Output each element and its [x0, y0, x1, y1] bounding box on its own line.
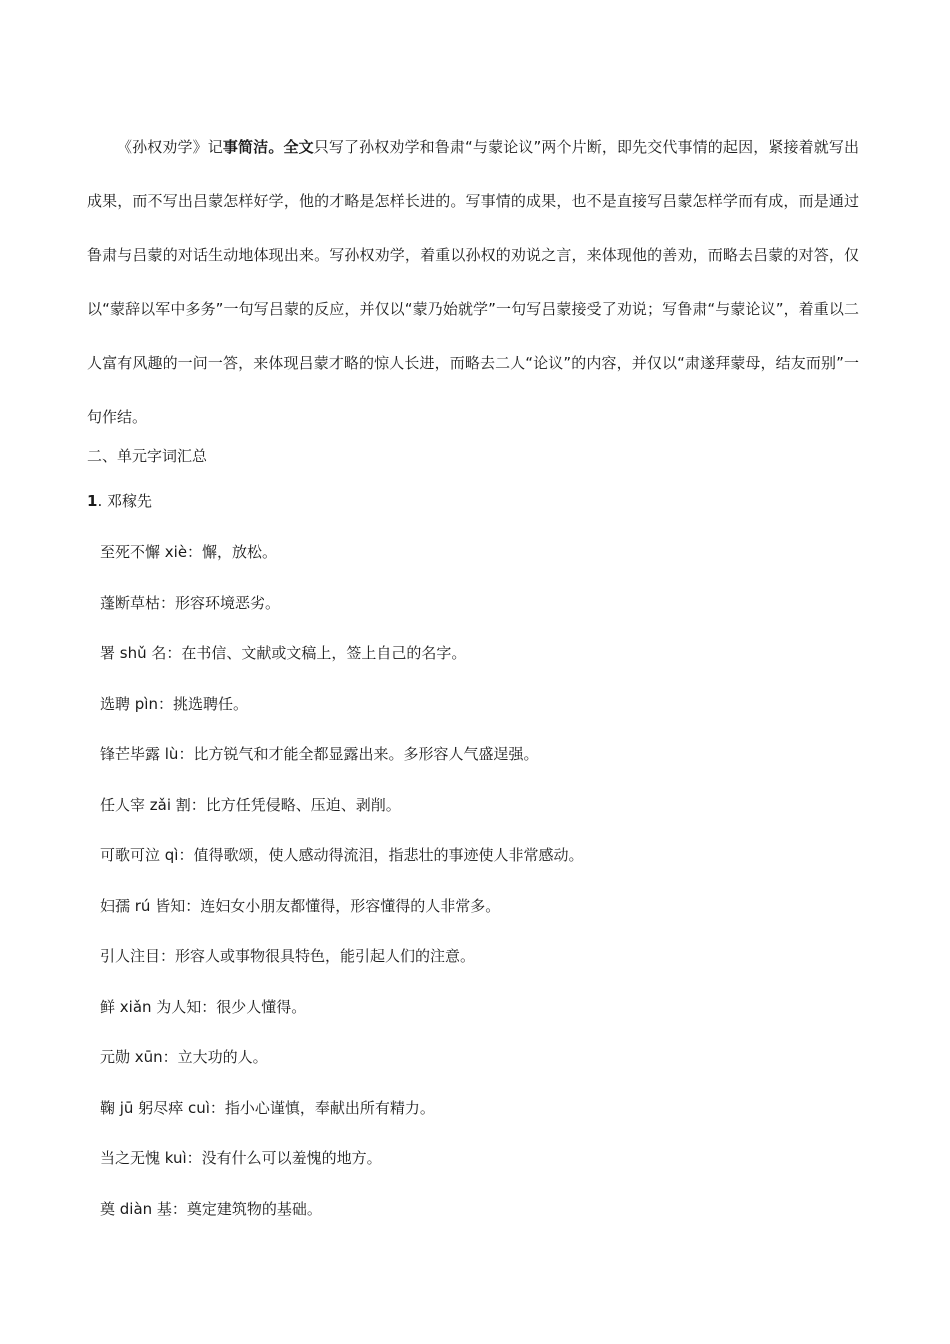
vocab-entry: 引人注目：形容人或事物很具特色，能引起人们的注意。	[100, 947, 476, 965]
vocab-entry: 任人宰 zǎi 割：比方任凭侵略、压迫、剥削。	[100, 796, 401, 814]
vocab-entry: 鲜 xiǎn 为人知：很少人懂得。	[100, 998, 307, 1016]
vocab-entry: 署 shǔ 名：在书信、文献或文稿上，签上自己的名字。	[100, 644, 467, 662]
vocab-entry: 元勋 xūn：立大功的人。	[100, 1048, 268, 1066]
subsection-title: . 邓稼先	[97, 492, 152, 510]
intro-paragraph	[87, 120, 859, 444]
vocab-entry: 鞠 jū 躬尽瘁 cuì：指小心谨慎，奉献出所有精力。	[100, 1099, 435, 1117]
subsection-number: 1	[87, 492, 98, 510]
section-heading: 二、单元字词汇总	[87, 447, 208, 465]
intro-run: 只写了孙权劝学和鲁肃“与蒙论议”两个片断，即先交代事情的起因，紧接着就写出成果，而不写出吕蒙怎样好学，他的才略是怎样长进的。写事情的成果，也不是直接写吕蒙怎样学而有成，而是通过鲁肃与吕蒙的对话生动地体现出来。写孙权劝学，着重以孙权的劝说之言，来体现他的善劝，而略去吕蒙的对答，仅以“蒙辞以军中多务”一句写吕蒙的反应，并仅以“蒙乃始就学”一句写吕蒙接受了劝说；写鲁肃“与蒙论议”，着重以二人富有风趣的一问一答，来体现吕蒙才略的惊人长进，而略去二人“论议”的内容，并仅以“肃遂拜蒙母，结友而别”一句作结。	[87, 138, 859, 426]
subsection-heading	[87, 491, 152, 511]
vocab-entry: 选聘 pìn：挑选聘任。	[100, 695, 248, 713]
vocab-entry: 蓬断草枯：形容环境恶劣。	[100, 594, 281, 612]
intro-run-bold: 事简洁。全文	[222, 138, 314, 156]
vocab-entry: 奠 diàn 基：奠定建筑物的基础。	[100, 1200, 322, 1218]
intro-run: 《孙权劝学》记	[117, 138, 223, 156]
vocab-entry: 锋芒毕露 lù：比方锐气和才能全都显露出来。多形容人气盛逞强。	[100, 745, 539, 763]
vocab-entry: 至死不懈 xiè：懈，放松。	[100, 543, 278, 561]
intro-text	[87, 120, 859, 444]
vocab-entry: 妇孺 rú 皆知：连妇女小朋友都懂得，形容懂得的人非常多。	[100, 897, 501, 915]
vocab-entry: 可歌可泣 qì：值得歌颂，使人感动得流泪，指悲壮的事迹使人非常感动。	[100, 846, 584, 864]
vocab-entry: 当之无愧 kuì：没有什么可以羞愧的地方。	[100, 1149, 382, 1167]
